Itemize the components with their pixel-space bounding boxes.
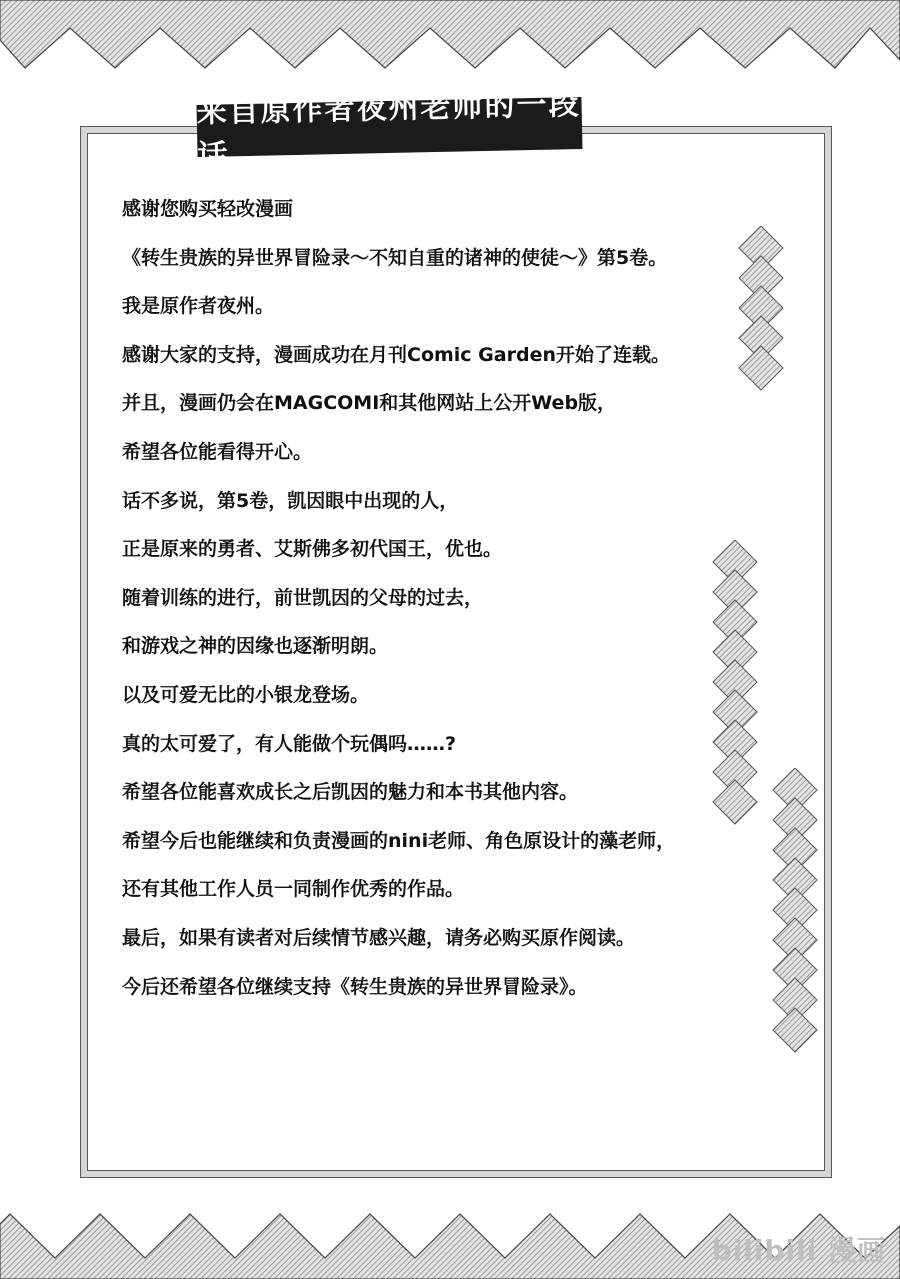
text-line: 真的太可爱了，有人能做个玩偶吗……?: [122, 732, 457, 755]
text-line: 以及可爱无比的小银龙登场。: [122, 683, 370, 706]
text-line: 《转生贵族的异世界冒险录～不知自重的诸神的使徒～》第5卷。: [122, 246, 668, 269]
text-line: 还有其他工作人员一同制作优秀的作品。: [122, 878, 465, 901]
top-zigzag-border: [0, 0, 900, 78]
text-line: 话不多说，第5卷，凯因眼中出现的人，: [122, 489, 459, 512]
text-line: 今后还希望各位继续支持《转生贵族的异世界冒险录》。: [122, 975, 588, 998]
text-line: 并且，漫画仍会在MAGCOMI和其他网站上公开Web版，: [122, 392, 617, 415]
text-line: 正是原来的勇者、艾斯佛多初代国王，优也。: [122, 538, 503, 561]
message-body: [122, 196, 762, 1022]
text-line: 感谢您购买轻改漫画: [122, 198, 294, 220]
text-line: 随着训练的进行，前世凯因的父母的过去，: [122, 586, 484, 609]
page-title: 来自原作者夜州老师的一段话: [196, 86, 581, 175]
text-line: 希望今后也能继续和负责漫画的nini老师、角色原设计的藻老师，: [122, 829, 676, 852]
text-line: 我是原作者夜州。: [122, 295, 275, 318]
text-line: 感谢大家的支持，漫画成功在月刊Comic Garden开始了连载。: [122, 343, 670, 366]
text-line: 和游戏之神的因缘也逐渐明朗。: [122, 635, 389, 658]
diamond-column-3: [772, 768, 818, 1068]
text-line: 最后，如果有读者对后续情节感兴趣，请务必购买原作阅读。: [122, 926, 636, 949]
text-line: 希望各位能看得开心。: [122, 440, 313, 463]
bilibili-watermark: bilibili 漫画: [711, 1234, 886, 1267]
text-line: 希望各位能喜欢成长之后凯因的魅力和本书其他内容。: [122, 781, 579, 804]
